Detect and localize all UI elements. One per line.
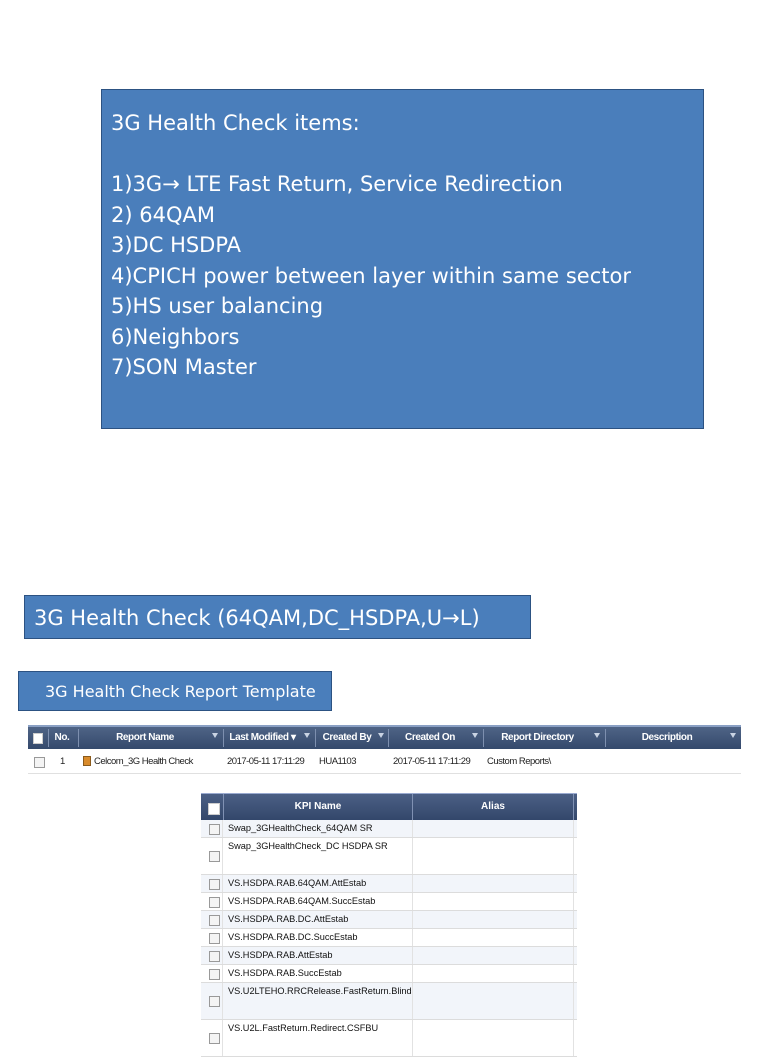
row-created-on: 2017-05-11 17:11:29 <box>393 756 471 767</box>
template-title: 3G Health Check Report Template <box>18 671 332 711</box>
table-row[interactable] <box>201 983 577 1020</box>
row-checkbox[interactable] <box>34 757 45 768</box>
row-checkbox[interactable] <box>209 915 220 926</box>
item-7: 7)SON Master <box>111 355 257 379</box>
table-row[interactable] <box>201 875 577 893</box>
kpi-name: VS.HSDPA.RAB.64QAM.AttEstab <box>228 878 367 888</box>
section-title: 3G Health Check (64QAM,DC_HSDPA,U→L) <box>24 595 531 639</box>
row-report-name[interactable]: Celcom_3G Health Check <box>94 756 193 767</box>
filter-icon[interactable] <box>378 733 384 738</box>
col-created-by[interactable]: Created By <box>322 732 372 743</box>
row-checkbox[interactable] <box>209 996 220 1007</box>
kpi-name: VS.HSDPA.RAB.AttEstab <box>228 950 333 960</box>
table-row[interactable] <box>201 965 577 983</box>
filter-icon[interactable] <box>730 733 736 738</box>
item-2: 2) 64QAM <box>111 202 215 227</box>
kpi-name: VS.HSDPA.RAB.64QAM.SuccEstab <box>228 896 376 906</box>
col-created-on[interactable]: Created On <box>405 732 455 743</box>
kpi-name: VS.HSDPA.RAB.DC.SuccEstab <box>228 932 358 942</box>
table-row[interactable] <box>201 929 577 947</box>
kpi-table <box>201 793 577 1033</box>
filter-icon[interactable] <box>472 733 478 738</box>
kpi-name: Swap_3GHealthCheck_DC HSDPA SR <box>228 841 388 851</box>
row-last-modified: 2017-05-11 17:11:29 <box>227 756 305 767</box>
row-checkbox[interactable] <box>209 951 220 962</box>
table-row[interactable] <box>201 947 577 965</box>
row-no: 1 <box>60 756 65 767</box>
row-checkbox[interactable] <box>209 879 220 890</box>
col-kpi-name[interactable]: KPI Name <box>294 801 342 812</box>
col-report-name[interactable]: Report Name <box>116 732 174 743</box>
kpi-table-header <box>201 793 577 820</box>
item-3: 3)DC HSDPA <box>111 233 242 257</box>
filter-icon[interactable] <box>212 733 218 738</box>
kpi-name: VS.HSDPA.RAB.DC.AttEstab <box>228 914 349 924</box>
col-alias[interactable]: Alias <box>481 801 505 812</box>
row-created-by: HUA1103 <box>319 756 356 767</box>
row-checkbox[interactable] <box>209 1033 220 1044</box>
table-row[interactable] <box>201 820 577 838</box>
row-checkbox[interactable] <box>209 897 220 908</box>
report-table-header <box>28 725 741 749</box>
kpi-name: VS.U2LTEHO.RRCRelease.FastReturn.Blind <box>228 986 412 996</box>
table-row[interactable] <box>201 911 577 929</box>
item-4: 4)CPICH power between layer within same sector <box>111 263 631 288</box>
table-row[interactable] <box>28 753 741 774</box>
health-check-items-box <box>101 89 704 429</box>
item-5: 5)HS user balancing <box>111 294 324 318</box>
row-checkbox[interactable] <box>209 933 220 944</box>
items-heading: 3G Health Check items: <box>111 111 360 135</box>
row-report-directory: Custom Reports\ <box>487 756 551 767</box>
item-6: 6)Neighbors <box>111 324 240 349</box>
kpi-table-body <box>201 820 577 1057</box>
row-checkbox[interactable] <box>209 851 220 862</box>
kpi-name: VS.HSDPA.RAB.SuccEstab <box>228 968 342 978</box>
filter-icon[interactable] <box>304 733 310 738</box>
kpi-name: VS.U2L.FastReturn.Redirect.CSFBU <box>228 1023 379 1033</box>
table-row[interactable] <box>201 1020 577 1057</box>
row-checkbox[interactable] <box>209 824 220 835</box>
report-file-icon <box>83 756 91 766</box>
kpi-name: Swap_3GHealthCheck_64QAM SR <box>228 823 373 833</box>
select-all-checkbox[interactable] <box>33 733 43 744</box>
filter-icon[interactable] <box>594 733 600 738</box>
select-all-checkbox[interactable] <box>208 803 220 815</box>
row-checkbox[interactable] <box>209 969 220 980</box>
table-row[interactable] <box>201 838 577 875</box>
col-description[interactable]: Description <box>641 732 693 743</box>
report-table <box>28 725 741 775</box>
col-report-directory[interactable]: Report Directory <box>501 732 574 743</box>
table-row[interactable] <box>201 893 577 911</box>
col-last-modified[interactable]: Last Modified ▾ <box>229 732 296 743</box>
item-1: 1)3G→ LTE Fast Return, Service Redirection <box>111 172 563 196</box>
col-no[interactable]: No. <box>54 732 70 743</box>
